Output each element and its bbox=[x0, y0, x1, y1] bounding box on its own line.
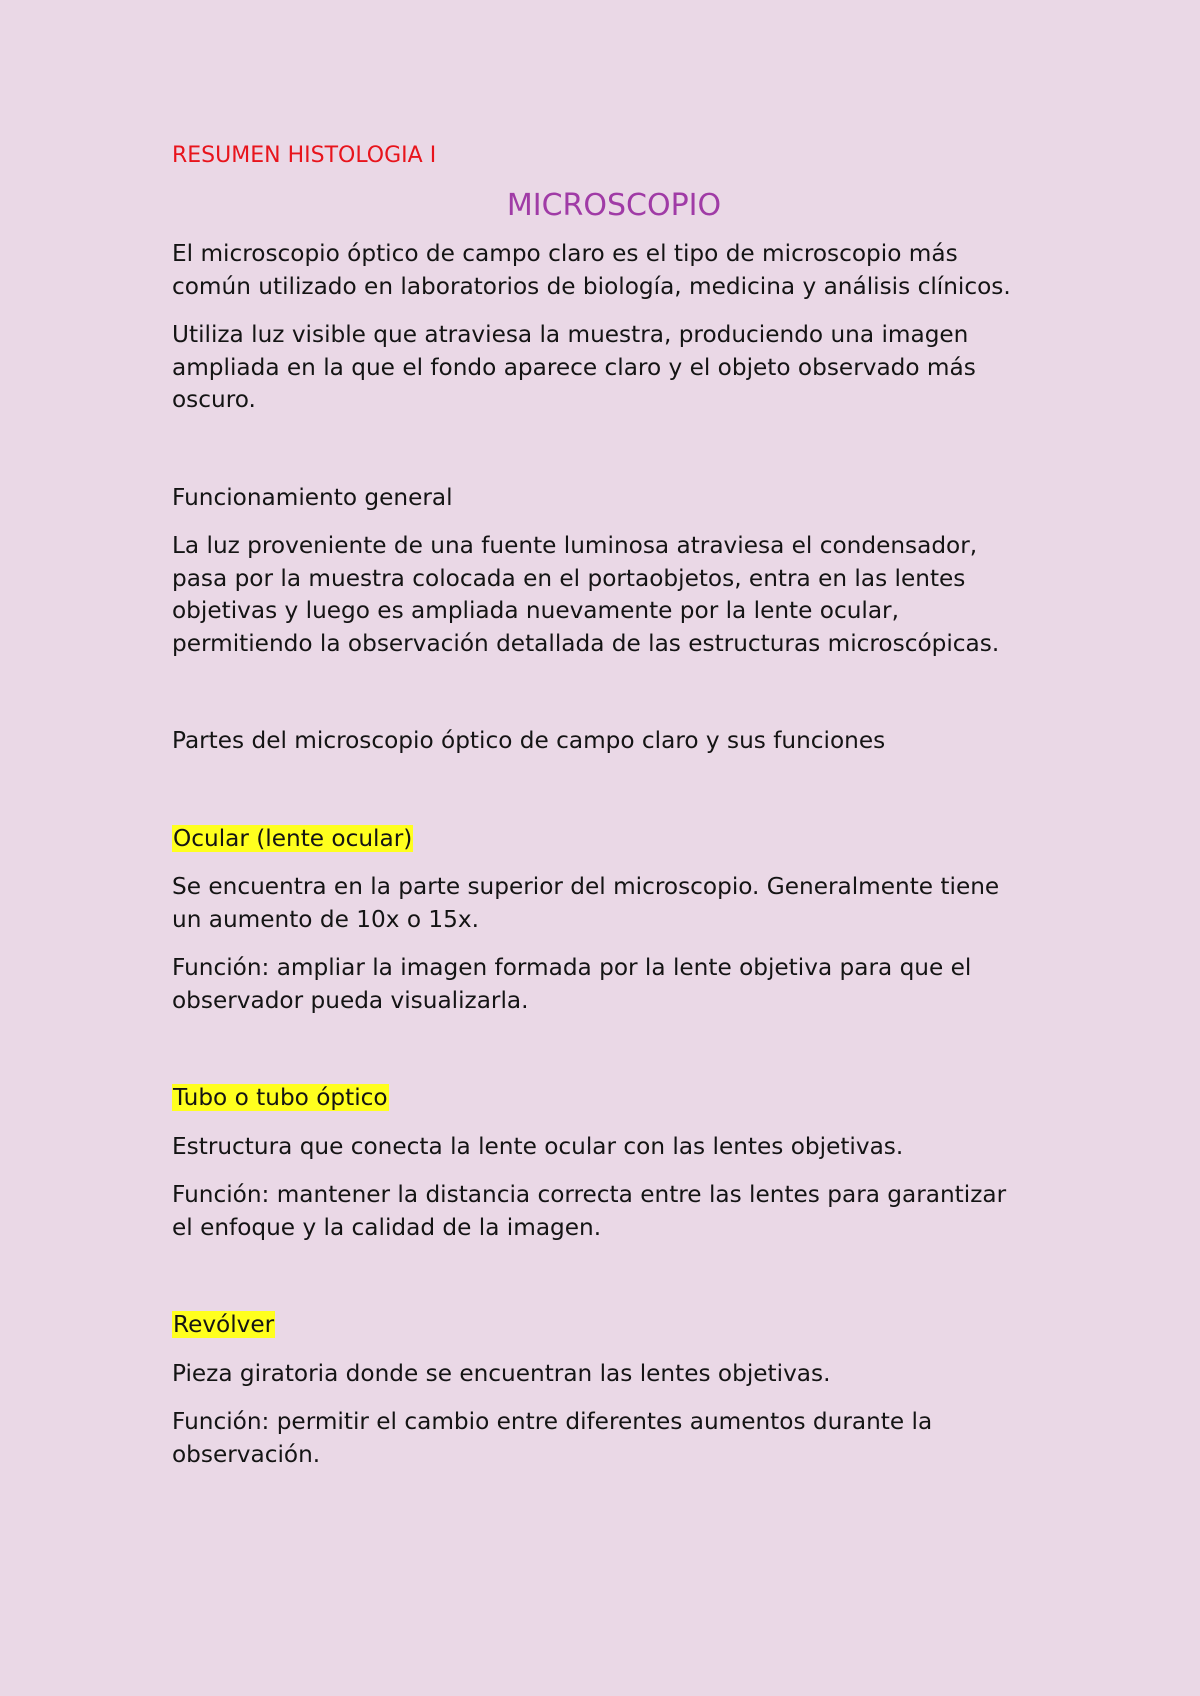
highlighted-part-name: Tubo o tubo óptico bbox=[173, 1084, 388, 1111]
part-heading bbox=[172, 823, 1032, 856]
document-body bbox=[172, 140, 1032, 1487]
funcionamiento-paragraph: La luz proveniente de una fuente luminosa atraviesa el condensador, pasa por la muestra colocada en el portaobjetos, entra en las lentes objetivas y luego es ampliada nuevamente por la lente ocular, permitiendo la observación detallada de las estructuras microscópicas. bbox=[172, 532, 1000, 657]
part-function: Función: permitir el cambio entre diferentes aumentos durante la observación. bbox=[172, 1408, 933, 1468]
document-title: MICROSCOPIO bbox=[506, 188, 722, 223]
part-description: Estructura que conecta la lente ocular con las lentes objetivas. bbox=[172, 1132, 904, 1160]
highlighted-part-name: Revólver bbox=[173, 1311, 275, 1338]
part-function: Función: ampliar la imagen formada por la lente objetiva para que el observador pueda visualizarla. bbox=[172, 954, 972, 1014]
part-function: Función: mantener la distancia correcta entre las lentes para garantizar el enfoque y la calidad de la imagen. bbox=[172, 1181, 1007, 1241]
highlighted-part-name: Ocular (lente ocular) bbox=[173, 824, 413, 852]
part-section-revolver bbox=[172, 1309, 1032, 1471]
section-heading-funcionamiento: Funcionamiento general bbox=[172, 483, 453, 511]
part-description: Pieza giratoria donde se encuentran las lentes objetivas. bbox=[172, 1359, 831, 1387]
document-header: RESUMEN HISTOLOGIA I bbox=[172, 143, 437, 168]
intro-paragraph: Utiliza luz visible que atraviesa la muestra, produciendo una imagen ampliada en la que el fondo aparece claro y el objeto observado más oscuro. bbox=[172, 321, 976, 413]
part-description: Se encuentra en la parte superior del microscopio. Generalmente tiene un aumento de 10x o 15x. bbox=[172, 873, 1000, 933]
intro-paragraph: El microscopio óptico de campo claro es el tipo de microscopio más común utilizado en laboratorios de biología, medicina y análisis clínicos. bbox=[172, 240, 1011, 300]
part-heading bbox=[172, 1082, 1032, 1115]
part-section-tubo bbox=[172, 1082, 1032, 1244]
part-heading bbox=[172, 1309, 1032, 1342]
part-section-ocular bbox=[172, 823, 1032, 1018]
section-heading-partes: Partes del microscopio óptico de campo claro y sus funciones bbox=[172, 727, 886, 754]
